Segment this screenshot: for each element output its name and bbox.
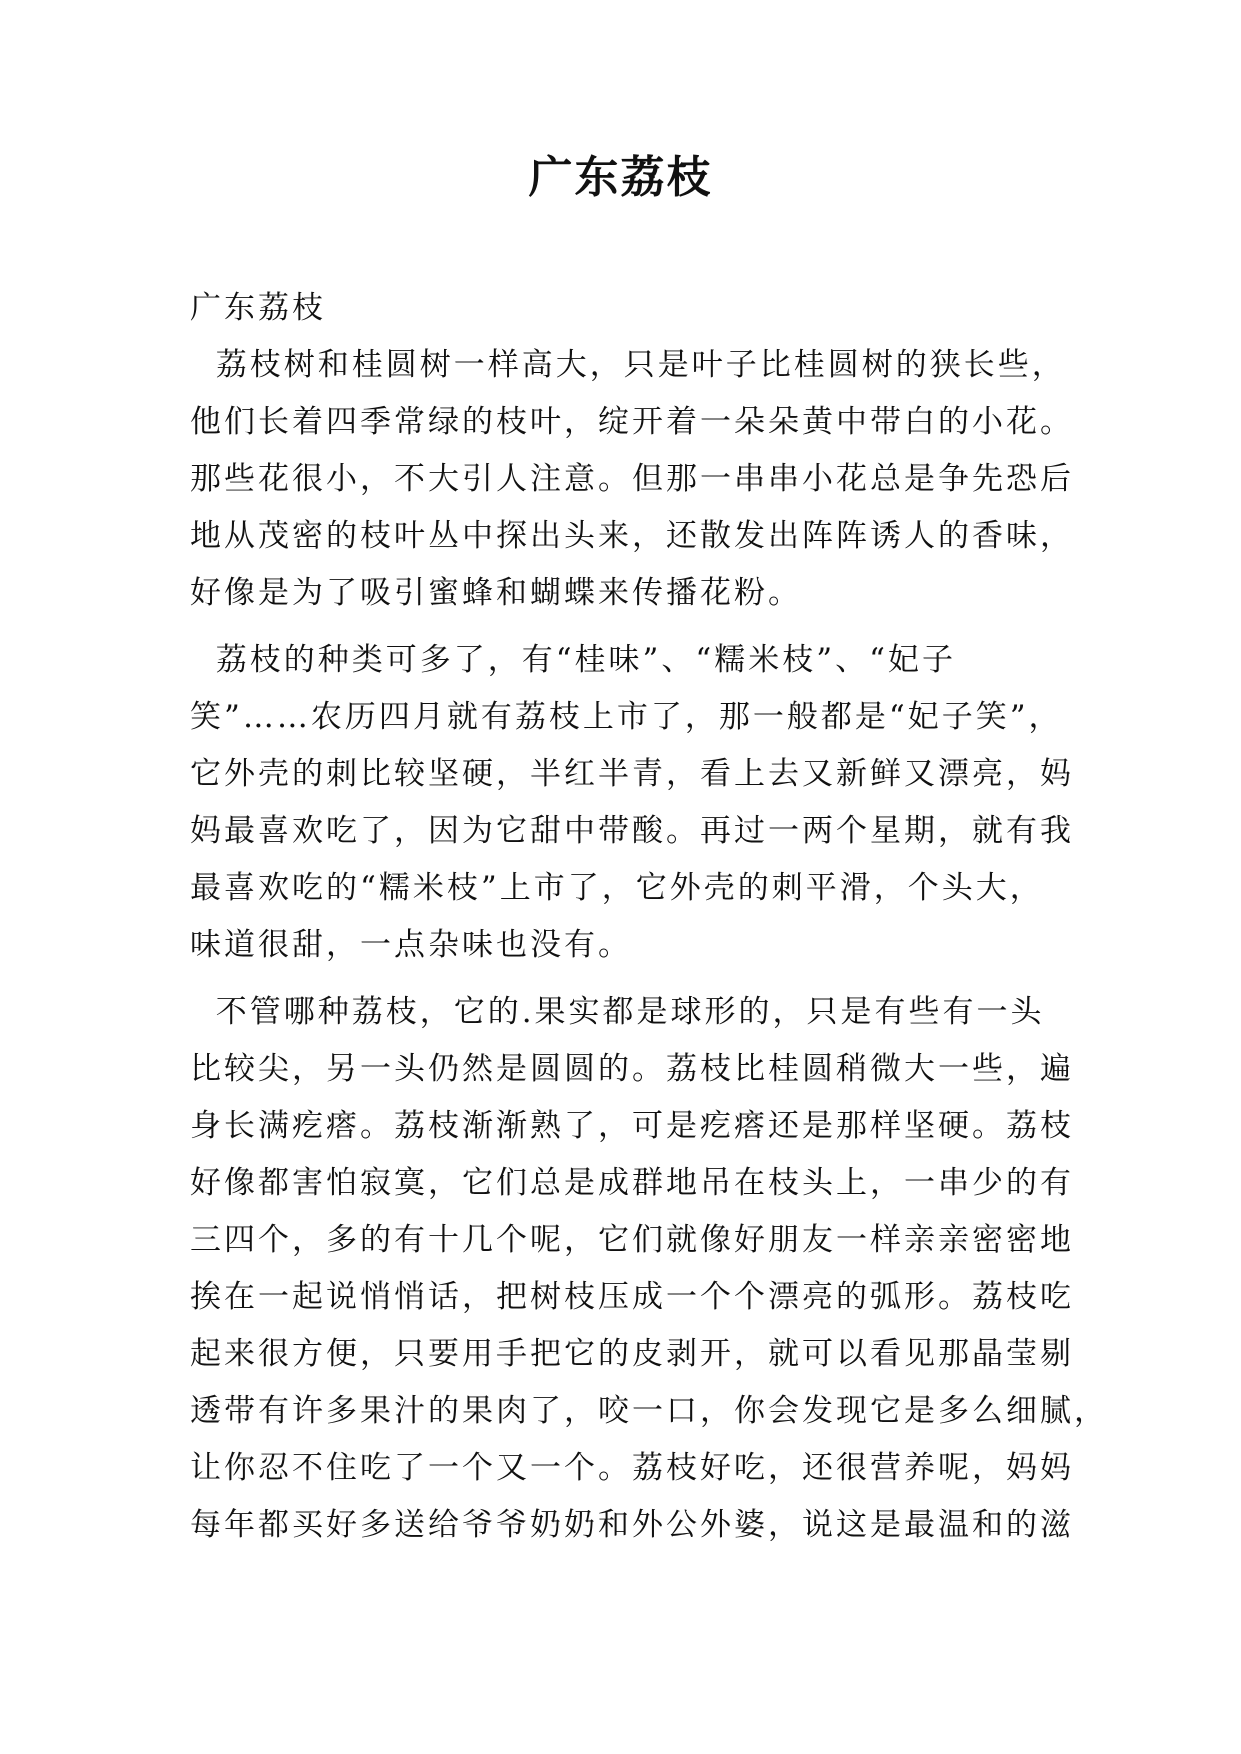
paragraph-2 bbox=[190, 632, 1074, 974]
text-line: 地从茂密的枝叶丛中探出头来，还散发出阵阵诱人的香味， bbox=[190, 518, 1074, 554]
text-line: 它外壳的刺比较坚硬，半红半青，看上去又新鲜又漂亮，妈 bbox=[190, 756, 1074, 792]
paragraph-gap bbox=[190, 974, 1070, 984]
text-line: 挨在一起说悄悄话，把树枝压成一个个漂亮的弧形。荔枝吃 bbox=[190, 1279, 1074, 1315]
text-line: 起来很方便，只要用手把它的皮剥开，就可以看见那晶莹剔 bbox=[190, 1336, 1074, 1372]
text-line: 好像都害怕寂寞，它们总是成群地吊在枝头上，一串少的有 bbox=[190, 1165, 1074, 1201]
text-line: 最喜欢吃的“糯米枝”上市了，它外壳的刺平滑，个头大， bbox=[190, 870, 1044, 906]
text-line: 笑”……农历四月就有荔枝上市了，那一般都是“妃子笑”， bbox=[190, 699, 1063, 735]
paragraph-gap bbox=[190, 622, 1070, 632]
text-line: 荔枝树和桂圆树一样高大，只是叶子比桂圆树的狭长些， bbox=[190, 347, 1066, 383]
paragraph-1 bbox=[190, 337, 1074, 622]
document-title: 广东荔枝 bbox=[528, 152, 713, 203]
text-line: 好像是为了吸引蜜蜂和蝴蝶来传播花粉。 bbox=[190, 575, 802, 611]
text-line: 他们长着四季常绿的枝叶，绽开着一朵朵黄中带白的小花。 bbox=[190, 404, 1074, 440]
text-line: 那些花很小，不大引人注意。但那一串串小花总是争先恐后 bbox=[190, 461, 1074, 497]
paragraph-3 bbox=[190, 984, 1108, 1554]
text-line: 比较尖，另一头仍然是圆圆的。荔枝比桂圆稍微大一些，遍 bbox=[190, 1051, 1074, 1087]
text-line: 不管哪种荔枝，它的.果实都是球形的，只是有些有一头 bbox=[190, 994, 1045, 1030]
text-line: 味道很甜，一点杂味也没有。 bbox=[190, 927, 632, 963]
text-line: 每年都买好多送给爷爷奶奶和外公外婆，说这是最温和的滋 bbox=[190, 1507, 1074, 1543]
text-line: 让你忍不住吃了一个又一个。荔枝好吃，还很营养呢，妈妈 bbox=[190, 1450, 1074, 1486]
text-line: 三四个，多的有十几个呢，它们就像好朋友一样亲亲密密地 bbox=[190, 1222, 1074, 1258]
document-body bbox=[190, 280, 1108, 1554]
text-line: 荔枝的种类可多了，有“桂味”、“糯米枝”、“妃子 bbox=[190, 642, 956, 678]
text-line: 身长满疙瘩。荔枝渐渐熟了，可是疙瘩还是那样坚硬。荔枝 bbox=[190, 1108, 1074, 1144]
heading-line: 广东荔枝 bbox=[190, 290, 326, 326]
text-line: 透带有许多果汁的果肉了，咬一口，你会发现它是多么细腻， bbox=[190, 1393, 1108, 1429]
text-line: 妈最喜欢吃了，因为它甜中带酸。再过一两个星期，就有我 bbox=[190, 813, 1074, 849]
